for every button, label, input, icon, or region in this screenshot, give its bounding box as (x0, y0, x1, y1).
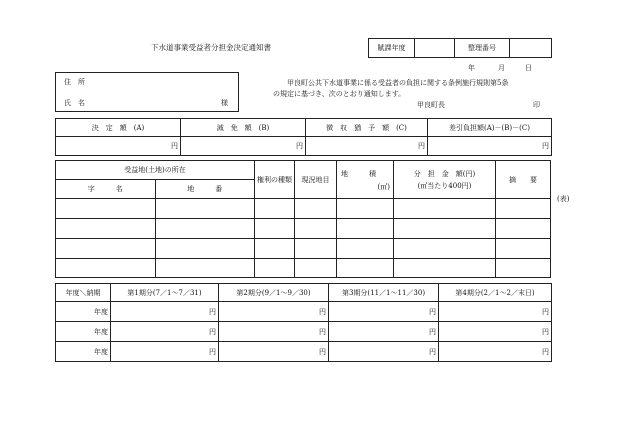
installment-year-header: 年度＼納期 (56, 284, 111, 302)
installment-period-4: 第4期分(2／1〜2／末日) (439, 284, 552, 302)
installment-amount[interactable]: 円 (329, 342, 439, 362)
issuer: 甲良町長 (417, 101, 445, 109)
table-row (56, 322, 552, 342)
installment-amount[interactable]: 円 (439, 342, 552, 362)
date-year: 年 (468, 64, 475, 72)
installment-year[interactable]: 年度 (56, 342, 111, 362)
land-area-unit: (㎡) (377, 183, 390, 191)
amount-net[interactable]: 円 (428, 137, 552, 156)
installment-amount[interactable]: 円 (439, 322, 552, 342)
installment-amount[interactable]: 円 (439, 302, 552, 322)
amount-header-decided: 決 定 額 (A) (56, 119, 181, 137)
ref-no-label: 整理番号 (455, 39, 510, 58)
land-current-use-header: 現況地目 (295, 161, 337, 199)
side-label: (表) (557, 195, 570, 203)
amount-header-deferral: 徴 収 猶 予 額 (C) (306, 119, 428, 137)
installment-period-2: 第2期分(9／1〜9／30) (219, 284, 329, 302)
land-rights-header: 権利の種類 (255, 161, 295, 199)
issuer-seal: 印 (533, 101, 540, 109)
date-month: 月 (498, 64, 505, 72)
notice-text-2: の規定に基づき、次のとおり通知します。 (273, 90, 406, 98)
installment-period-1: 第1期分(7／1〜7／31) (111, 284, 219, 302)
installment-amount[interactable]: 円 (329, 322, 439, 342)
installment-amount[interactable]: 円 (219, 342, 329, 362)
land-location-header: 受益地(土地)の所在 (56, 161, 255, 180)
table-row (56, 239, 551, 259)
land-chiban-header: 地 番 (155, 180, 255, 199)
tax-year-value[interactable] (415, 39, 455, 58)
notice-text-1: 甲良町公共下水道事業に係る受益者の負担に関する条例施行規則第5条 (287, 79, 509, 87)
table-row (56, 259, 551, 278)
land-remarks-header: 摘 要 (496, 161, 551, 199)
amount-header-net: 差引負担額(A)－(B)－(C) (428, 119, 552, 137)
honorific: 様 (221, 99, 228, 107)
table-row (56, 342, 552, 362)
amount-table (55, 118, 552, 156)
table-row (56, 199, 551, 219)
installment-year[interactable]: 年度 (56, 302, 111, 322)
date-day: 日 (525, 64, 532, 72)
name-label: 氏 名 (64, 99, 85, 107)
amount-header-reduction: 減 免 額 (B) (181, 119, 306, 137)
land-aza-header: 字 名 (56, 180, 156, 199)
land-burden-header-cell (394, 161, 496, 199)
installment-period-3: 第3期分(11／1〜11／30) (329, 284, 439, 302)
header-info-table (368, 38, 552, 58)
land-burden-sub: (㎡当たり400円) (417, 181, 472, 190)
tax-year-label: 賦課年度 (369, 39, 415, 58)
installment-amount[interactable]: 円 (111, 322, 219, 342)
installment-year[interactable]: 年度 (56, 322, 111, 342)
amount-reduction[interactable]: 円 (181, 137, 306, 156)
table-row (56, 302, 552, 322)
land-area-header: 地 積 (341, 170, 376, 178)
installment-amount[interactable]: 円 (219, 302, 329, 322)
amount-decided[interactable]: 円 (56, 137, 181, 156)
table-row (56, 219, 551, 239)
installment-amount[interactable]: 円 (329, 302, 439, 322)
installment-table (55, 283, 552, 362)
amount-deferral[interactable]: 円 (306, 137, 428, 156)
land-area-header-cell (337, 161, 394, 199)
installment-amount[interactable]: 円 (219, 322, 329, 342)
installment-amount[interactable]: 円 (111, 302, 219, 322)
ref-no-value[interactable] (510, 39, 552, 58)
address-label: 住 所 (64, 78, 85, 86)
land-table (55, 160, 551, 278)
land-burden-header: 分 担 金 額(円) (413, 169, 476, 178)
page-title: 下水道事業受益者分担金決定通知書 (151, 43, 271, 52)
installment-amount[interactable]: 円 (111, 342, 219, 362)
